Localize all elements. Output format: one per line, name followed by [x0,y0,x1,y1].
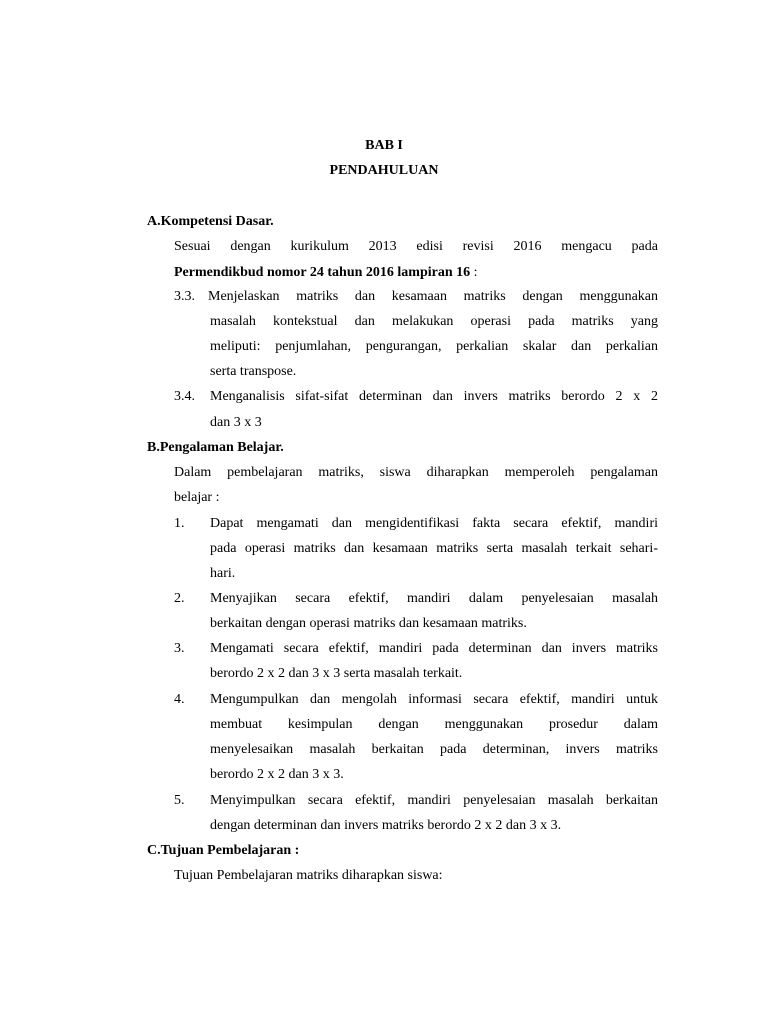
list-item-line: Menyimpulkan secara efektif, mandiri penyelesaian masalah berkaitan [210,793,658,808]
list-item-line: Menyajikan secara efektif, mandiri dalam penyelesaian masalah [210,591,658,606]
intro-colon: : [470,265,478,280]
list-item-line: menyelesaikan masalah berkaitan pada determinan, invers matriks [210,742,658,757]
competency-number: 3.3. [174,289,195,304]
list-item-line: hari. [210,566,236,581]
section-b-intro-line1: Dalam pembelajaran matriks, siswa diharapkan memperoleh pengalaman [174,465,658,480]
list-item-line: pada operasi matriks dan kesamaan matriks serta masalah terkait sehari- [210,541,658,556]
section-c-heading: C.Tujuan Pembelajaran : [147,843,300,858]
list-item-line: dengan determinan dan invers matriks berordo 2 x 2 dan 3 x 3. [210,818,562,833]
competency-line: Menjelaskan matriks dan kesamaan matriks dengan menggunakan [208,289,658,304]
list-item-line: berkaitan dengan operasi matriks dan kesamaan matriks. [210,616,527,631]
section-a-intro-line2 [174,264,478,282]
competency-number: 3.4. [174,389,195,404]
section-a-intro-line1: Sesuai dengan kurikulum 2013 edisi revisi 2016 mengacu pada [174,239,658,254]
competency-line: masalah kontekstual dan melakukan operasi pada matriks yang [210,314,658,329]
list-item-line: Mengumpulkan dan mengolah informasi secara efektif, mandiri untuk [210,692,658,707]
list-item-number: 5. [174,793,185,808]
regulation-reference: Permendikbud nomor 24 tahun 2016 lampiran 16 [174,265,471,280]
list-item-line: berordo 2 x 2 dan 3 x 3 serta masalah terkait. [210,666,463,681]
chapter-number: BAB I [365,138,403,153]
list-item-number: 2. [174,591,185,606]
section-a-heading: A.Kompetensi Dasar. [147,214,274,229]
section-b-intro-line2: belajar : [174,490,220,505]
list-item-number: 4. [174,692,185,707]
section-c-intro-line1: Tujuan Pembelajaran matriks diharapkan siswa: [174,868,443,883]
list-item-line: Dapat mengamati dan mengidentifikasi fakta secara efektif, mandiri [210,516,658,531]
chapter-title: PENDAHULUAN [329,163,439,178]
list-item-number: 3. [174,641,185,656]
list-item-number: 1. [174,516,185,531]
competency-line: meliputi: penjumlahan, pengurangan, perkalian skalar dan perkalian [210,339,658,354]
list-item-line: berordo 2 x 2 dan 3 x 3. [210,767,344,782]
section-b-heading: B.Pengalaman Belajar. [147,440,284,455]
competency-line: dan 3 x 3 [210,415,262,430]
list-item-line: membuat kesimpulan dengan menggunakan prosedur dalam [210,717,658,732]
list-item-line: Mengamati secara efektif, mandiri pada determinan dan invers matriks [210,641,658,656]
competency-line: serta transpose. [210,364,297,379]
competency-line: Menganalisis sifat-sifat determinan dan invers matriks berordo 2 x 2 [210,389,658,404]
